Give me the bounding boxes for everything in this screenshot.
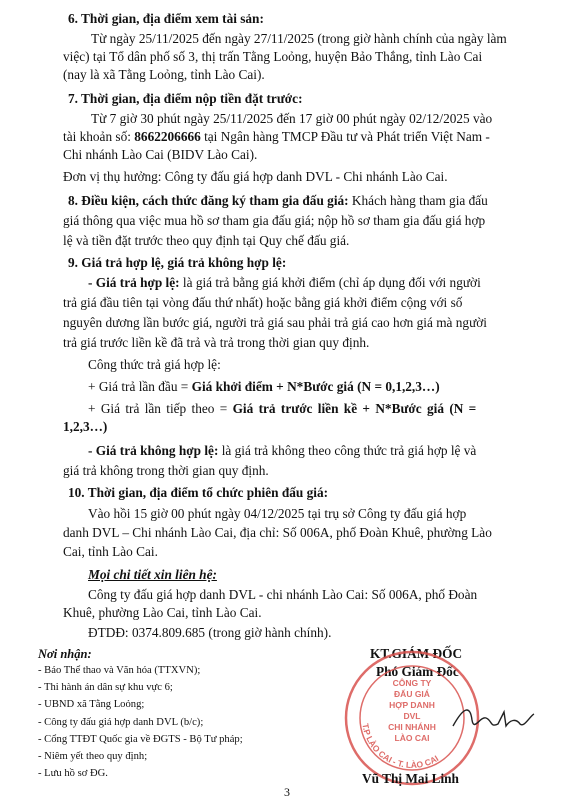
signature-title-2: Phó Giám Đốc	[376, 664, 459, 679]
formula-next-bid: + Giá trả lần tiếp theo = Giá trả trước liền kề + N*Bước giá (N =	[88, 401, 477, 416]
valid-bid-line-2: trả giá đầu tiên tại vòng đấu thứ nhất) hoặc bằng giá khởi điểm cộng với số	[63, 295, 463, 310]
invalid-bid-line-1: - Giá trả không hợp lệ: là giá trả không theo công thức trả giá hợp lệ và	[88, 443, 477, 458]
seal-text-line: DVL	[403, 711, 421, 721]
section-6-line-2: việc) tại Tổ dân phố số 3, thị trấn Tằng Loỏng, huyện Bảo Thắng, tỉnh Lào Cai	[63, 49, 483, 64]
account-number: 8662206666	[134, 129, 201, 144]
contact-line-2: Khuê, phường Lào Cai, tỉnh Lào Cai.	[63, 605, 262, 620]
section-9-heading: 9. Giá trả hợp lệ, giá trả không hợp lệ:	[68, 255, 287, 270]
section-8-line-3: lệ và tiền đặt trước theo quy định tại Quy chế đấu giá.	[63, 233, 350, 248]
section-8-line-1: 8. Điều kiện, cách thức đăng ký tham gia đấu giá: Khách hàng tham gia đấu	[68, 193, 488, 208]
section-7-beneficiary: Đơn vị thụ hưởng: Công ty đấu giá hợp danh DVL - Chi nhánh Lào Cai.	[63, 169, 448, 184]
invalid-bid-label: - Giá trả không hợp lệ:	[88, 443, 219, 458]
seal-text-line: CHI NHÁNH	[388, 722, 436, 732]
recipient-item: - Niêm yết theo quy định;	[38, 751, 148, 762]
recipients-heading: Nơi nhận:	[38, 647, 92, 661]
signature-title-1: KT.GIÁM ĐỐC	[370, 646, 463, 661]
seal-text-line: ĐẤU GIÁ	[394, 689, 430, 699]
recipient-item: - Công ty đấu giá hợp danh DVL (b/c);	[38, 716, 204, 728]
seal-text-line: LÀO CAI	[394, 733, 430, 743]
signer-name: Vũ Thị Mai Linh	[362, 771, 459, 786]
section-7-heading: 7. Thời gian, địa điểm nộp tiền đặt trước:	[68, 91, 303, 106]
section-10-line-2: danh DVL – Chi nhánh Lào Cai, địa chỉ: Số 006A, phố Đoàn Khuê, phường Lào	[63, 525, 492, 540]
formula-intro: Công thức trả giá hợp lệ:	[88, 357, 221, 372]
formula-first-bid: + Giá trả lần đầu = Giá khởi điểm + N*Bước giá (N = 0,1,2,3…)	[88, 379, 440, 394]
formula-next-bid-cont: 1,2,3…)	[63, 419, 108, 434]
section-10-line-1: Vào hồi 15 giờ 00 phút ngày 04/12/2025 tại trụ sở Công ty đấu giá hợp	[88, 506, 467, 521]
seal-ring-textpath: T.P LÀO CAI - T. LÀO CAI	[360, 722, 441, 771]
recipient-item: - Báo Thể thao và Văn hóa (TTXVN);	[38, 665, 201, 676]
recipient-item: - Lưu hồ sơ ĐG.	[38, 768, 108, 780]
valid-bid-label: - Giá trả hợp lệ:	[88, 275, 180, 290]
section-10-line-3: Cai, tỉnh Lào Cai.	[63, 544, 158, 559]
contact-phone: ĐTDĐ: 0374.809.685 (trong giờ hành chính).	[88, 625, 332, 640]
section-8-line-2: giá thông qua việc mua hồ sơ tham gia đấu giá; nộp hồ sơ tham gia đấu giá hợp	[63, 213, 486, 228]
recipient-item: - UBND xã Tằng Loỏng;	[38, 699, 145, 711]
section-10-heading: 10. Thời gian, địa điểm tổ chức phiên đấu giá:	[68, 485, 329, 500]
section-6-heading: 6. Thời gian, địa điểm xem tài sản:	[68, 11, 264, 26]
section-6-line-1: Từ ngày 25/11/2025 đến ngày 27/11/2025 (trong giờ hành chính của ngày làm	[91, 31, 507, 46]
section-7-line-3: Chi nhánh Lào Cai (BIDV Lào Cai).	[63, 147, 258, 162]
seal-text-line: HỢP DANH	[389, 700, 435, 710]
seal-text-line: CÔNG TY	[392, 678, 432, 688]
handwritten-signature	[448, 698, 538, 738]
valid-bid-line-4: trả giá trước liền kề đã trả và trả trong thời gian quy định.	[63, 335, 370, 350]
page-number: 3	[284, 785, 290, 799]
section-7-line-2: tài khoản số: 8662206666 tại Ngân hàng TMCP Đầu tư và Phát triển Việt Nam -	[63, 129, 490, 144]
contact-line-1: Công ty đấu giá hợp danh DVL - chi nhánh Lào Cai: Số 006A, phố Đoàn	[88, 587, 478, 602]
section-7-line-1: Từ 7 giờ 30 phút ngày 25/11/2025 đến 17 giờ 00 phút ngày 02/12/2025 vào	[91, 111, 493, 126]
contact-heading: Mọi chi tiết xin liên hệ:	[88, 567, 217, 582]
recipient-item: - Cổng TTĐT Quốc gia về ĐGTS - Bộ Tư pháp;	[38, 733, 243, 745]
invalid-bid-line-2: giá trả không trong thời gian quy định.	[63, 463, 269, 478]
valid-bid-line-1: - Giá trả hợp lệ: là giá trả bằng giá khởi điểm (chỉ áp dụng đối với người	[88, 275, 481, 290]
section-8-heading: 8. Điều kiện, cách thức đăng ký tham gia đấu giá:	[68, 193, 349, 208]
recipient-item: - Thi hành án dân sự khu vực 6;	[38, 682, 173, 694]
section-6-line-3: (nay là xã Tằng Loỏng, tỉnh Lào Cai).	[63, 67, 265, 82]
valid-bid-line-3: nguyên dương lần bước giá, người trả giá sau phải trả giá cao hơn giá mà người	[63, 315, 488, 330]
